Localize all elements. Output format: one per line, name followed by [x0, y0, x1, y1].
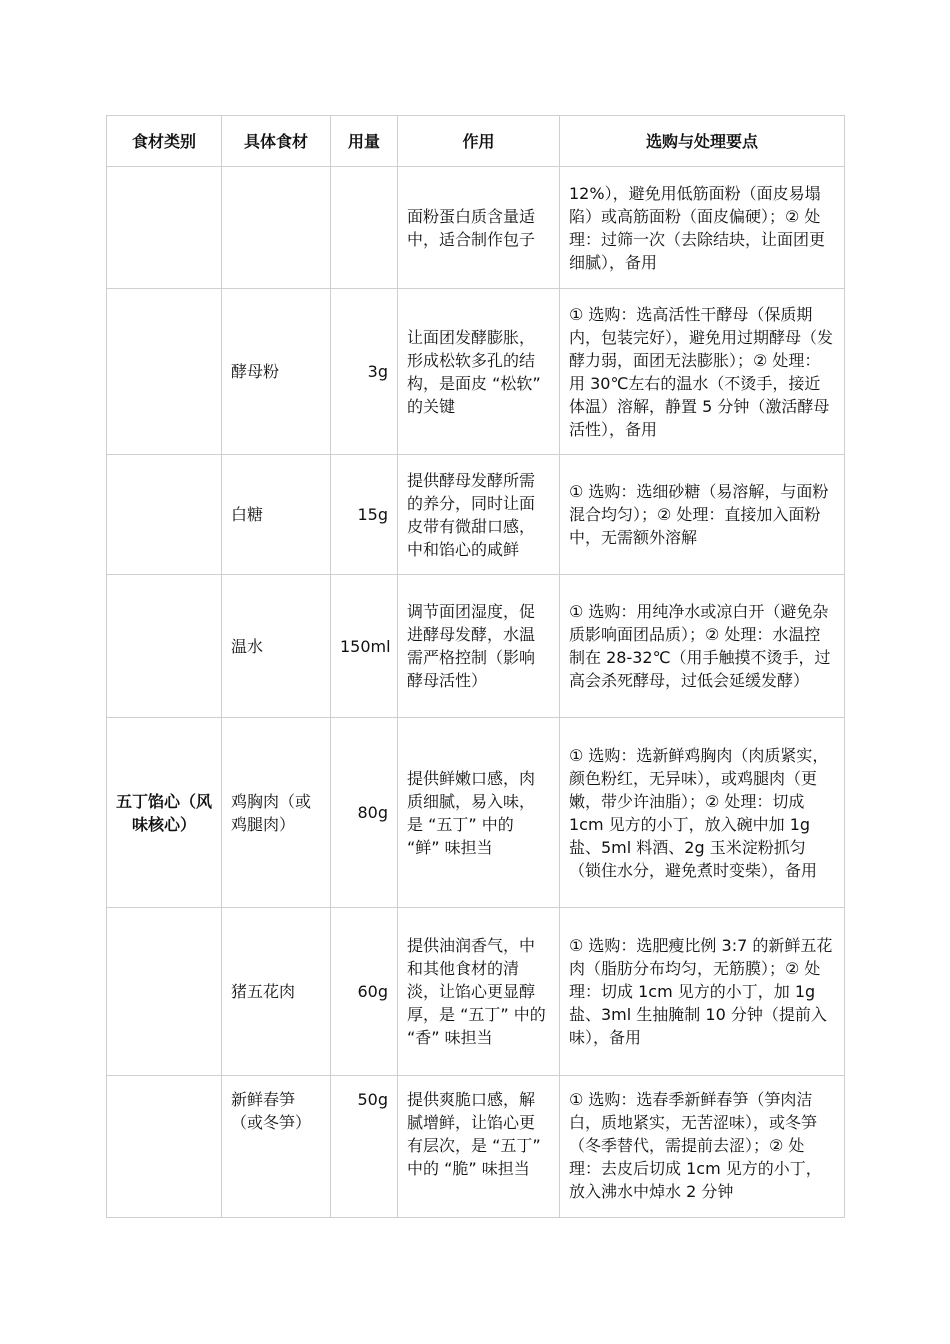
cell-role: 面粉蛋白质含量适中，适合制作包子	[398, 167, 560, 289]
cell-ingredient: 温水	[222, 575, 331, 718]
cell-tips: ① 选购：选细砂糖（易溶解，与面粉混合均匀）；② 处理：直接加入面粉中，无需额外溶解	[560, 455, 845, 575]
cell-role: 提供爽脆口感，解腻增鲜，让馅心更有层次，是 “五丁” 中的 “脆” 味担当	[398, 1076, 560, 1218]
ingredient-table	[106, 115, 845, 1218]
table-row	[107, 167, 845, 289]
cell-role: 提供酵母发酵所需的养分，同时让面皮带有微甜口感，中和馅心的咸鲜	[398, 455, 560, 575]
cell-ingredient	[222, 167, 331, 289]
cell-amount: 150ml	[331, 575, 398, 718]
cell-role: 调节面团湿度，促进酵母发酵，水温需严格控制（影响酵母活性）	[398, 575, 560, 718]
table-header-row	[107, 116, 845, 167]
cell-ingredient: 猪五花肉	[222, 908, 331, 1076]
cell-category	[107, 167, 222, 289]
cell-role: 让面团发酵膨胀，形成松软多孔的结构，是面皮 “松软” 的关键	[398, 289, 560, 455]
cell-tips: ① 选购：选高活性干酵母（保质期内，包装完好），避免用过期酵母（发酵力弱，面团无法膨胀）；② 处理：用 30℃左右的温水（不烫手，接近体温）溶解，静置 5 分钟（激活酵母活性），备用	[560, 289, 845, 455]
table-row	[107, 718, 845, 908]
cell-tips: ① 选购：用纯净水或凉白开（避免杂质影响面团品质）；② 处理：水温控制在 28-32℃（用手触摸不烫手，过高会杀死酵母，过低会延缓发酵）	[560, 575, 845, 718]
header-role: 作用	[398, 116, 560, 167]
cell-ingredient: 白糖	[222, 455, 331, 575]
cell-tips: ① 选购：选新鲜鸡胸肉（肉质紧实，颜色粉红，无异味），或鸡腿肉（更嫩，带少许油脂）；② 处理：切成 1cm 见方的小丁，放入碗中加 1g 盐、5ml 料酒、2g 玉米淀粉抓匀（锁住水分，避免煮时变柴），备用	[560, 718, 845, 908]
cell-category	[107, 455, 222, 575]
cell-category	[107, 289, 222, 455]
table-row	[107, 1076, 845, 1218]
cell-amount: 80g	[331, 718, 398, 908]
cell-amount: 3g	[331, 289, 398, 455]
header-category: 食材类别	[107, 116, 222, 167]
cell-category	[107, 1076, 222, 1218]
header-amount: 用量	[331, 116, 398, 167]
cell-category: 五丁馅心（风味核心）	[107, 718, 222, 908]
header-tips: 选购与处理要点	[560, 116, 845, 167]
cell-category	[107, 908, 222, 1076]
table-row	[107, 575, 845, 718]
cell-amount: 60g	[331, 908, 398, 1076]
cell-category	[107, 575, 222, 718]
cell-ingredient: 鸡胸肉（或鸡腿肉）	[222, 718, 331, 908]
cell-role: 提供油润香气，中和其他食材的清淡，让馅心更显醇厚，是 “五丁” 中的 “香” 味担当	[398, 908, 560, 1076]
table-row	[107, 289, 845, 455]
cell-amount	[331, 167, 398, 289]
header-ingredient: 具体食材	[222, 116, 331, 167]
cell-tips: 12%），避免用低筋面粉（面皮易塌陷）或高筋面粉（面皮偏硬）；② 处理：过筛一次（去除结块，让面团更细腻），备用	[560, 167, 845, 289]
cell-role: 提供鲜嫩口感，肉质细腻，易入味，是 “五丁” 中的 “鲜” 味担当	[398, 718, 560, 908]
table-row	[107, 455, 845, 575]
cell-amount: 15g	[331, 455, 398, 575]
cell-amount: 50g	[331, 1076, 398, 1218]
cell-tips: ① 选购：选春季新鲜春笋（笋肉洁白，质地紧实，无苦涩味），或冬笋（冬季替代，需提前去涩）；② 处理：去皮后切成 1cm 见方的小丁，放入沸水中焯水 2 分钟	[560, 1076, 845, 1218]
cell-ingredient: 新鲜春笋（或冬笋）	[222, 1076, 331, 1218]
cell-ingredient: 酵母粉	[222, 289, 331, 455]
cell-tips: ① 选购：选肥瘦比例 3:7 的新鲜五花肉（脂肪分布均匀，无筋膜）；② 处理：切成 1cm 见方的小丁，加 1g 盐、3ml 生抽腌制 10 分钟（提前入味），备用	[560, 908, 845, 1076]
table-row	[107, 908, 845, 1076]
